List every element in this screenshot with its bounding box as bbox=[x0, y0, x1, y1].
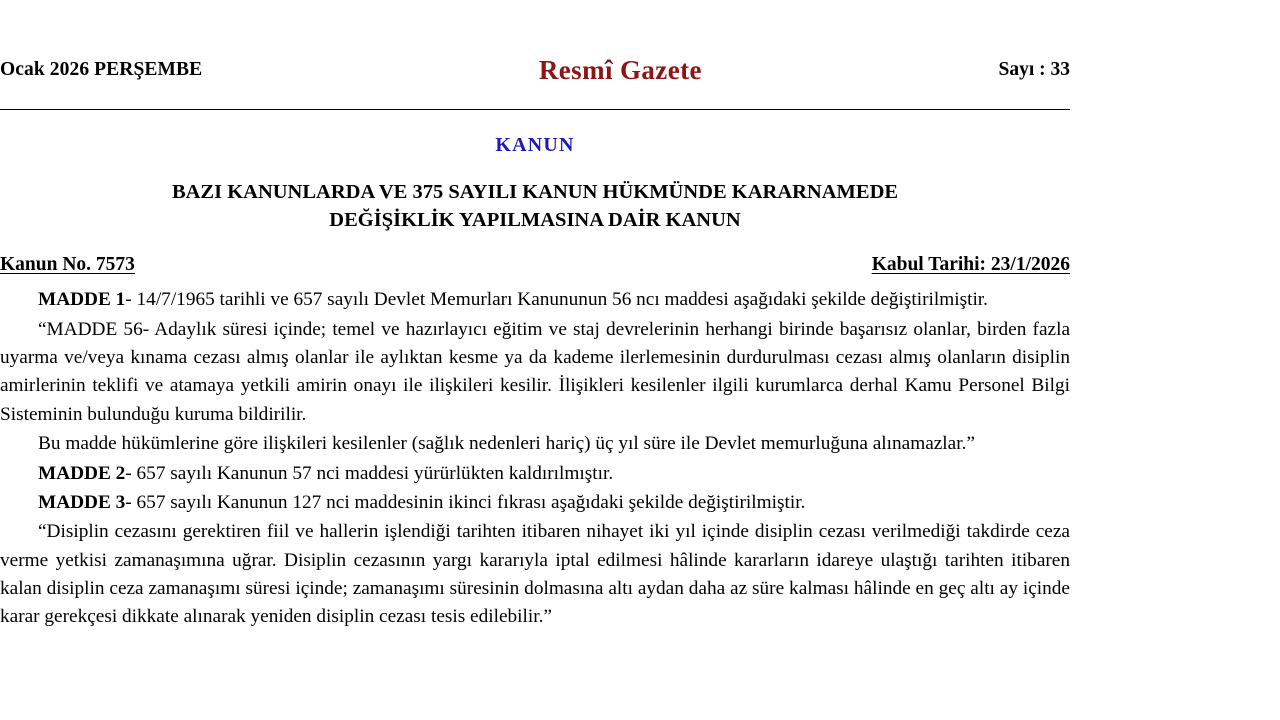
paragraph-label: MADDE 1 bbox=[38, 289, 126, 311]
masthead-divider bbox=[0, 109, 1070, 110]
paragraph-text: - 14/7/1965 tarihli ve 657 sayılı Devlet Memurları Kanununun 56 ncı maddesi aşağıdaki şekilde değiştirilmiştir. bbox=[125, 289, 988, 311]
masthead-issue-number: Sayı : 33 bbox=[998, 59, 1070, 80]
law-acceptance-date: Kabul Tarihi: 23/1/2026 bbox=[871, 254, 1070, 276]
paragraph bbox=[0, 460, 1070, 488]
paragraph-text: - 657 sayılı Kanunun 127 nci maddesinin ikinci fıkrası aşağıdaki şekilde değiştirilmiştir. bbox=[125, 491, 806, 513]
paragraph bbox=[0, 518, 1070, 631]
section-heading: KANUN bbox=[495, 134, 575, 156]
paragraph-label: MADDE 3 bbox=[38, 491, 126, 513]
masthead-date: Ocak 2026 PERŞEMBE bbox=[0, 59, 203, 80]
paragraph-label: MADDE 2 bbox=[38, 462, 126, 484]
paragraph-text: “Disiplin cezasını gerektiren fiil ve hallerin işlendiği tarihten itibaren nihayet iki yıl içinde disiplin cezası verilmediği takdirde ceza verme yetkisi zamanaşımına uğrar. Disiplin cezasının yargı kararıyla iptal edilmesi hâlinde kararların idareye ulaştığı tarihten itibaren kalan disiplin ceza zamanaşımı süresi içinde; zamanaşımı süresinin dolmasına altı aydan daha az süre kalması hâlinde en geç altı ay içinde karar gerekçesi dikkate alınarak yeniden disiplin cezası tesis edilebilir.” bbox=[0, 521, 1070, 628]
law-title-line-2: DEĞİŞİKLİK YAPILMASINA DAİR KANUN bbox=[329, 208, 741, 231]
masthead-title: Resmî Gazete bbox=[538, 55, 702, 85]
paragraph-text: Bu madde hükümlerine göre ilişkileri kesilenler (sağlık nedenleri hariç) üç yıl süre ile Devlet memurluğuna alınamazlar.” bbox=[38, 433, 975, 455]
paragraph-text: - 657 sayılı Kanunun 57 nci maddesi yürürlükten kaldırılmıştır. bbox=[125, 462, 614, 484]
paragraph bbox=[0, 316, 1070, 429]
paragraph bbox=[0, 286, 1070, 314]
law-title-line-1: BAZI KANUNLARDA VE 375 SAYILI KANUN HÜKMÜNDE KARARNAMEDE bbox=[171, 181, 899, 203]
paragraph bbox=[0, 430, 1070, 458]
law-title bbox=[0, 179, 1125, 234]
law-number: Kanun No. 7573 bbox=[0, 254, 135, 276]
paragraph bbox=[0, 489, 1070, 517]
law-body bbox=[0, 286, 1125, 631]
masthead bbox=[0, 55, 1125, 105]
law-meta-row bbox=[0, 254, 1125, 276]
masthead-row bbox=[0, 55, 1070, 89]
paragraph-text: “MADDE 56- Adaylık süresi içinde; temel ve hazırlayıcı eğitim ve staj devrelerinin herhangi birinde başarısız olanlar, birden fazla uyarma ve/veya kınama cezası almış olanlar ile aylıktan kesme ya da kademe ilerlemesinin durdurulması cezası almış olanların disiplin amirlerinin teklifi ve atamaya yetkili amirin onayı ile ilişkileri kesilir. İlişikleri kesilenler ilgili kurumlarca derhal Kamu Personel Bilgi Sisteminin bulunduğu kuruma bildirilir. bbox=[0, 318, 1070, 425]
